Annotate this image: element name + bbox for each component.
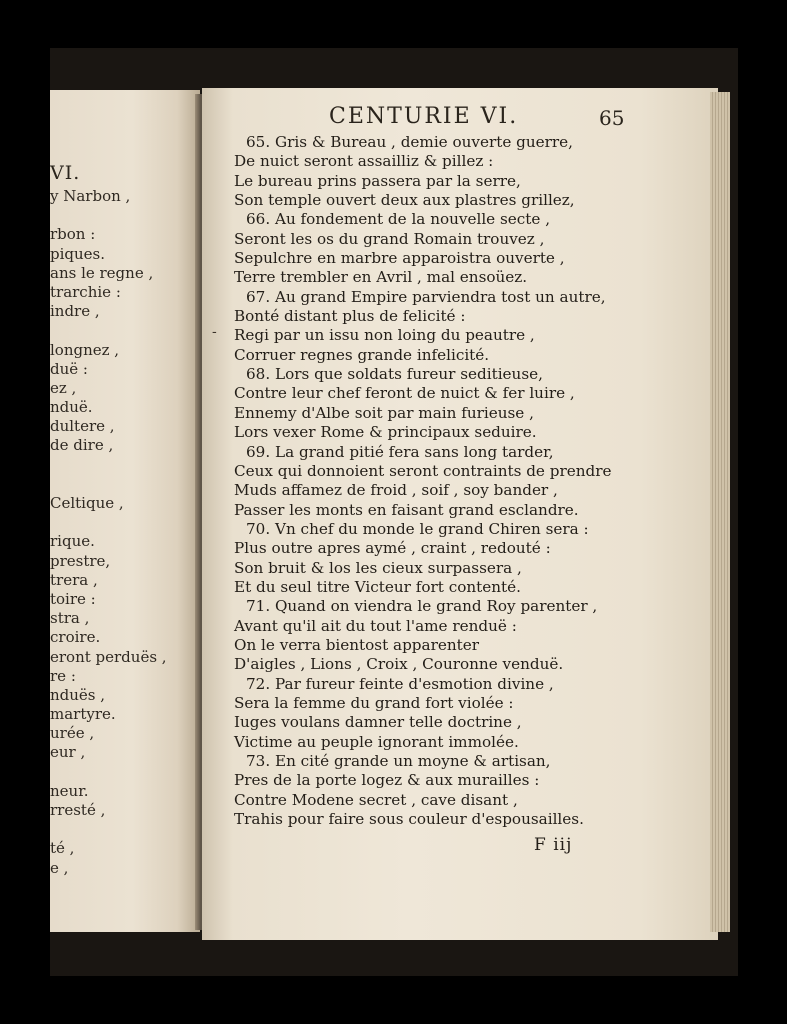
left-text-line [50, 513, 167, 532]
left-running-head: VI. [50, 162, 81, 184]
left-text-line: rique. [50, 532, 95, 551]
quatrain-line: Son bruit & los les cieux surpassera , [234, 558, 522, 577]
left-text-line: neur. [50, 781, 89, 800]
right-page [202, 88, 718, 940]
left-text-line [50, 820, 167, 839]
quatrain-line: Contre leur chef feront de nuict & fer luire , [234, 384, 575, 403]
quatrain-first-line: 73. En cité grande un moyne & artisan, [246, 752, 551, 770]
quatrain-line: Ennemy d'Albe soit par main furieuse , [234, 403, 534, 422]
quatrain-line: Bonté distant plus de felicité : [234, 307, 466, 326]
quatrain-line: Contre Modene secret , cave disant , [234, 790, 518, 809]
left-text-line: trera , [50, 570, 98, 589]
quatrain-first-line: 67. Au grand Empire parviendra tost un autre, [246, 287, 606, 306]
left-text-line: Celtique , [50, 494, 124, 512]
left-text-line: ans le regne , [50, 263, 154, 282]
left-text-line: rresté , [50, 801, 106, 819]
quatrain-line: Sera la femme du grand fort violée : [234, 693, 514, 712]
quatrain-line: Iuges voulans damner telle doctrine , [234, 713, 522, 732]
quatrain-line: Victime au peuple ignorant immolée. [234, 732, 519, 751]
quatrain-line: Son temple ouvert deux aux plastres grillez, [234, 191, 575, 210]
page-edges [710, 92, 730, 932]
left-page-text [50, 187, 167, 878]
left-text-line: urée , [50, 724, 95, 743]
quatrain-line: Corruer regnes grande infelicité. [234, 345, 490, 364]
quatrain-line: Lors vexer Rome & principaux seduire. [234, 423, 537, 442]
left-text-line: re : [50, 666, 76, 685]
quatrain-line: De nuict seront assailliz & pillez : [234, 152, 494, 171]
quatrain-first-line: 70. Vn chef du monde le grand Chiren sera : [246, 519, 589, 538]
quatrain-line: On le verra bientost apparenter [234, 635, 479, 654]
left-text-line: nduë. [50, 398, 93, 417]
left-text-line [50, 321, 167, 340]
left-text-line: toire : [50, 589, 96, 608]
left-text-line: longnez , [50, 340, 120, 359]
quatrain-line: Et du seul titre Victeur fort contenté. [234, 577, 521, 596]
book-photograph [50, 48, 738, 976]
quatrain-line: Avant qu'il ait du tout l'ame renduë : [234, 616, 517, 635]
left-text-line: de dire , [50, 436, 114, 455]
left-text-line: croire. [50, 628, 101, 647]
left-text-line: y Narbon , [50, 187, 131, 205]
quatrain-line: Muds affamez de froid , soif , soy bander , [234, 481, 558, 500]
left-text-line: eront perduës , [50, 647, 167, 666]
left-text-line: duë : [50, 359, 88, 378]
quatrain-first-line: 71. Quand on viendra le grand Roy parenter , [246, 597, 598, 616]
left-text-line: eur , [50, 743, 86, 762]
left-text-line [50, 206, 167, 225]
left-text-line: té , [50, 839, 75, 858]
quatrain-line: D'aigles , Lions , Croix , Couronne venduë. [234, 655, 564, 674]
quatrain-line: Regi par un issu non loing du peautre , [234, 326, 535, 345]
quatrain-first-line: 68. Lors que soldats fureur seditieuse, [246, 365, 543, 384]
page-number: 65 [599, 106, 625, 130]
signature-mark: F iij [534, 835, 573, 855]
left-page [50, 90, 200, 932]
left-text-line: trarchie : [50, 282, 121, 301]
quatrain-line: Plus outre apres aymé , craint , redouté : [234, 539, 551, 558]
quatrain-first-line: 69. La grand pitié fera sans long tarder, [246, 442, 554, 461]
left-text-line: e , [50, 858, 69, 877]
left-text-line [50, 763, 167, 782]
quatrain-line: Seront les os du grand Romain trouvez , [234, 229, 545, 248]
left-text-line: ez , [50, 378, 77, 397]
left-text-line: rbon : [50, 225, 96, 244]
margin-mark: - [212, 324, 217, 340]
left-text-line: martyre. [50, 705, 116, 724]
quatrain-line: Ceux qui donnoient seront contraints de prendre [234, 461, 612, 480]
left-text-line: piques. [50, 244, 106, 263]
quatrain-text [234, 133, 704, 829]
left-text-line: nduës , [50, 685, 106, 704]
quatrain-line: Le bureau prins passera par la serre, [234, 171, 521, 190]
quatrain-line: Pres de la porte logez & aux murailles : [234, 771, 540, 790]
left-text-line: stra , [50, 609, 90, 628]
quatrain-line: Terre trembler en Avril , mal ensoüez. [234, 268, 528, 287]
quatrain-first-line: 65. Gris & Bureau , demie ouverte guerre, [246, 133, 573, 151]
quatrain-line: Sepulchre en marbre apparoistra ouverte , [234, 249, 565, 268]
quatrain-first-line: 66. Au fondement de la nouvelle secte , [246, 210, 551, 229]
left-text-line: dultere , [50, 417, 115, 436]
quatrain-line: Trahis pour faire sous couleur d'espousailles. [234, 810, 584, 829]
quatrain-first-line: 72. Par fureur feinte d'esmotion divine , [246, 674, 554, 693]
left-text-line: indre , [50, 302, 100, 321]
left-text-line [50, 475, 167, 494]
left-text-line: prestre, [50, 551, 111, 570]
quatrain-line: Passer les monts en faisant grand esclandre. [234, 500, 579, 519]
running-head: CENTURIE VI. [329, 104, 519, 129]
left-text-line [50, 456, 167, 475]
